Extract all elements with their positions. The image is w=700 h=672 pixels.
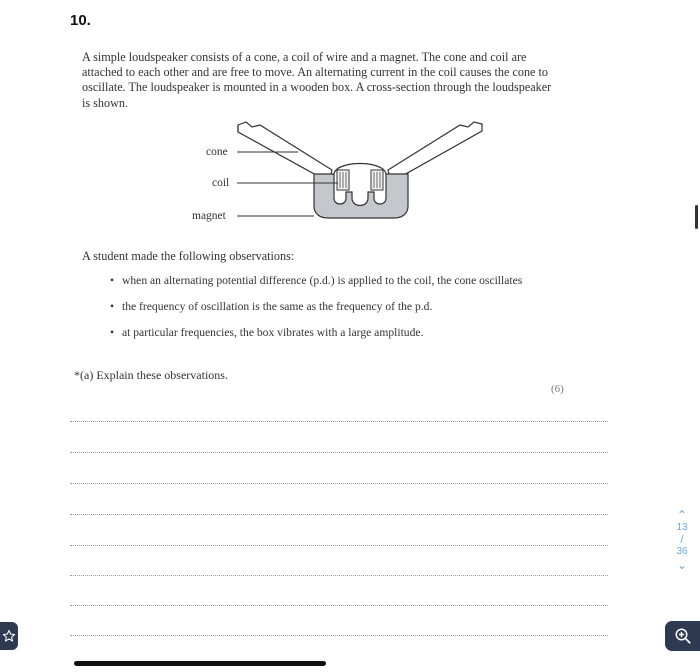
answer-line — [70, 421, 608, 422]
zoom-button[interactable] — [665, 621, 700, 651]
answer-line — [70, 575, 608, 576]
question-number: 10. — [70, 12, 91, 29]
cone-left — [238, 122, 332, 178]
page-separator: / — [680, 534, 684, 546]
coil-former — [334, 164, 386, 191]
part-a-prompt: *(a) Explain these observations. — [74, 368, 228, 382]
magnet-shape — [314, 174, 408, 218]
answer-line — [70, 545, 608, 546]
observation-item: • when an alternating potential difference (p.d.) is applied to the coil, the cone oscillates — [110, 274, 530, 288]
chevron-down-icon[interactable]: ⌄ — [676, 558, 688, 572]
answer-line — [70, 483, 608, 484]
observation-item: • the frequency of oscillation is the same as the frequency of the p.d. — [110, 300, 530, 314]
chevron-up-icon[interactable]: ⌃ — [676, 508, 688, 522]
home-indicator[interactable] — [74, 661, 326, 666]
observation-item: • at particular frequencies, the box vibrates with a large amplitude. — [110, 326, 530, 340]
label-cone: cone — [206, 146, 228, 158]
page-navigator — [668, 508, 696, 572]
page-current: 13 — [676, 522, 688, 533]
observations-list — [110, 274, 530, 352]
loudspeaker-diagram — [180, 118, 500, 236]
answer-line — [70, 452, 608, 453]
question-intro — [82, 50, 552, 111]
scrollbar-thumb[interactable] — [695, 205, 698, 229]
marks-allocation: (6) — [551, 383, 564, 395]
label-coil: coil — [212, 177, 230, 189]
zoom-in-icon — [674, 627, 692, 645]
favorite-button[interactable] — [0, 622, 18, 650]
label-magnet: magnet — [192, 210, 226, 222]
star-icon — [2, 629, 16, 643]
intro-text: A simple loudspeaker consists of a cone, a coil of wire and a magnet. The cone and coil are attached to each other and are free to move. An alternating current in the coil causes the cone to oscillate. The loudspeaker is mounted in a wooden box. A cross-section through the loudspeaker is shown. — [82, 50, 552, 110]
answer-line — [70, 635, 608, 636]
cone-right — [388, 122, 482, 178]
page-total: 36 — [676, 546, 688, 557]
answer-line — [70, 514, 608, 515]
answer-line — [70, 605, 608, 606]
observations-heading: A student made the following observations: — [82, 249, 295, 263]
